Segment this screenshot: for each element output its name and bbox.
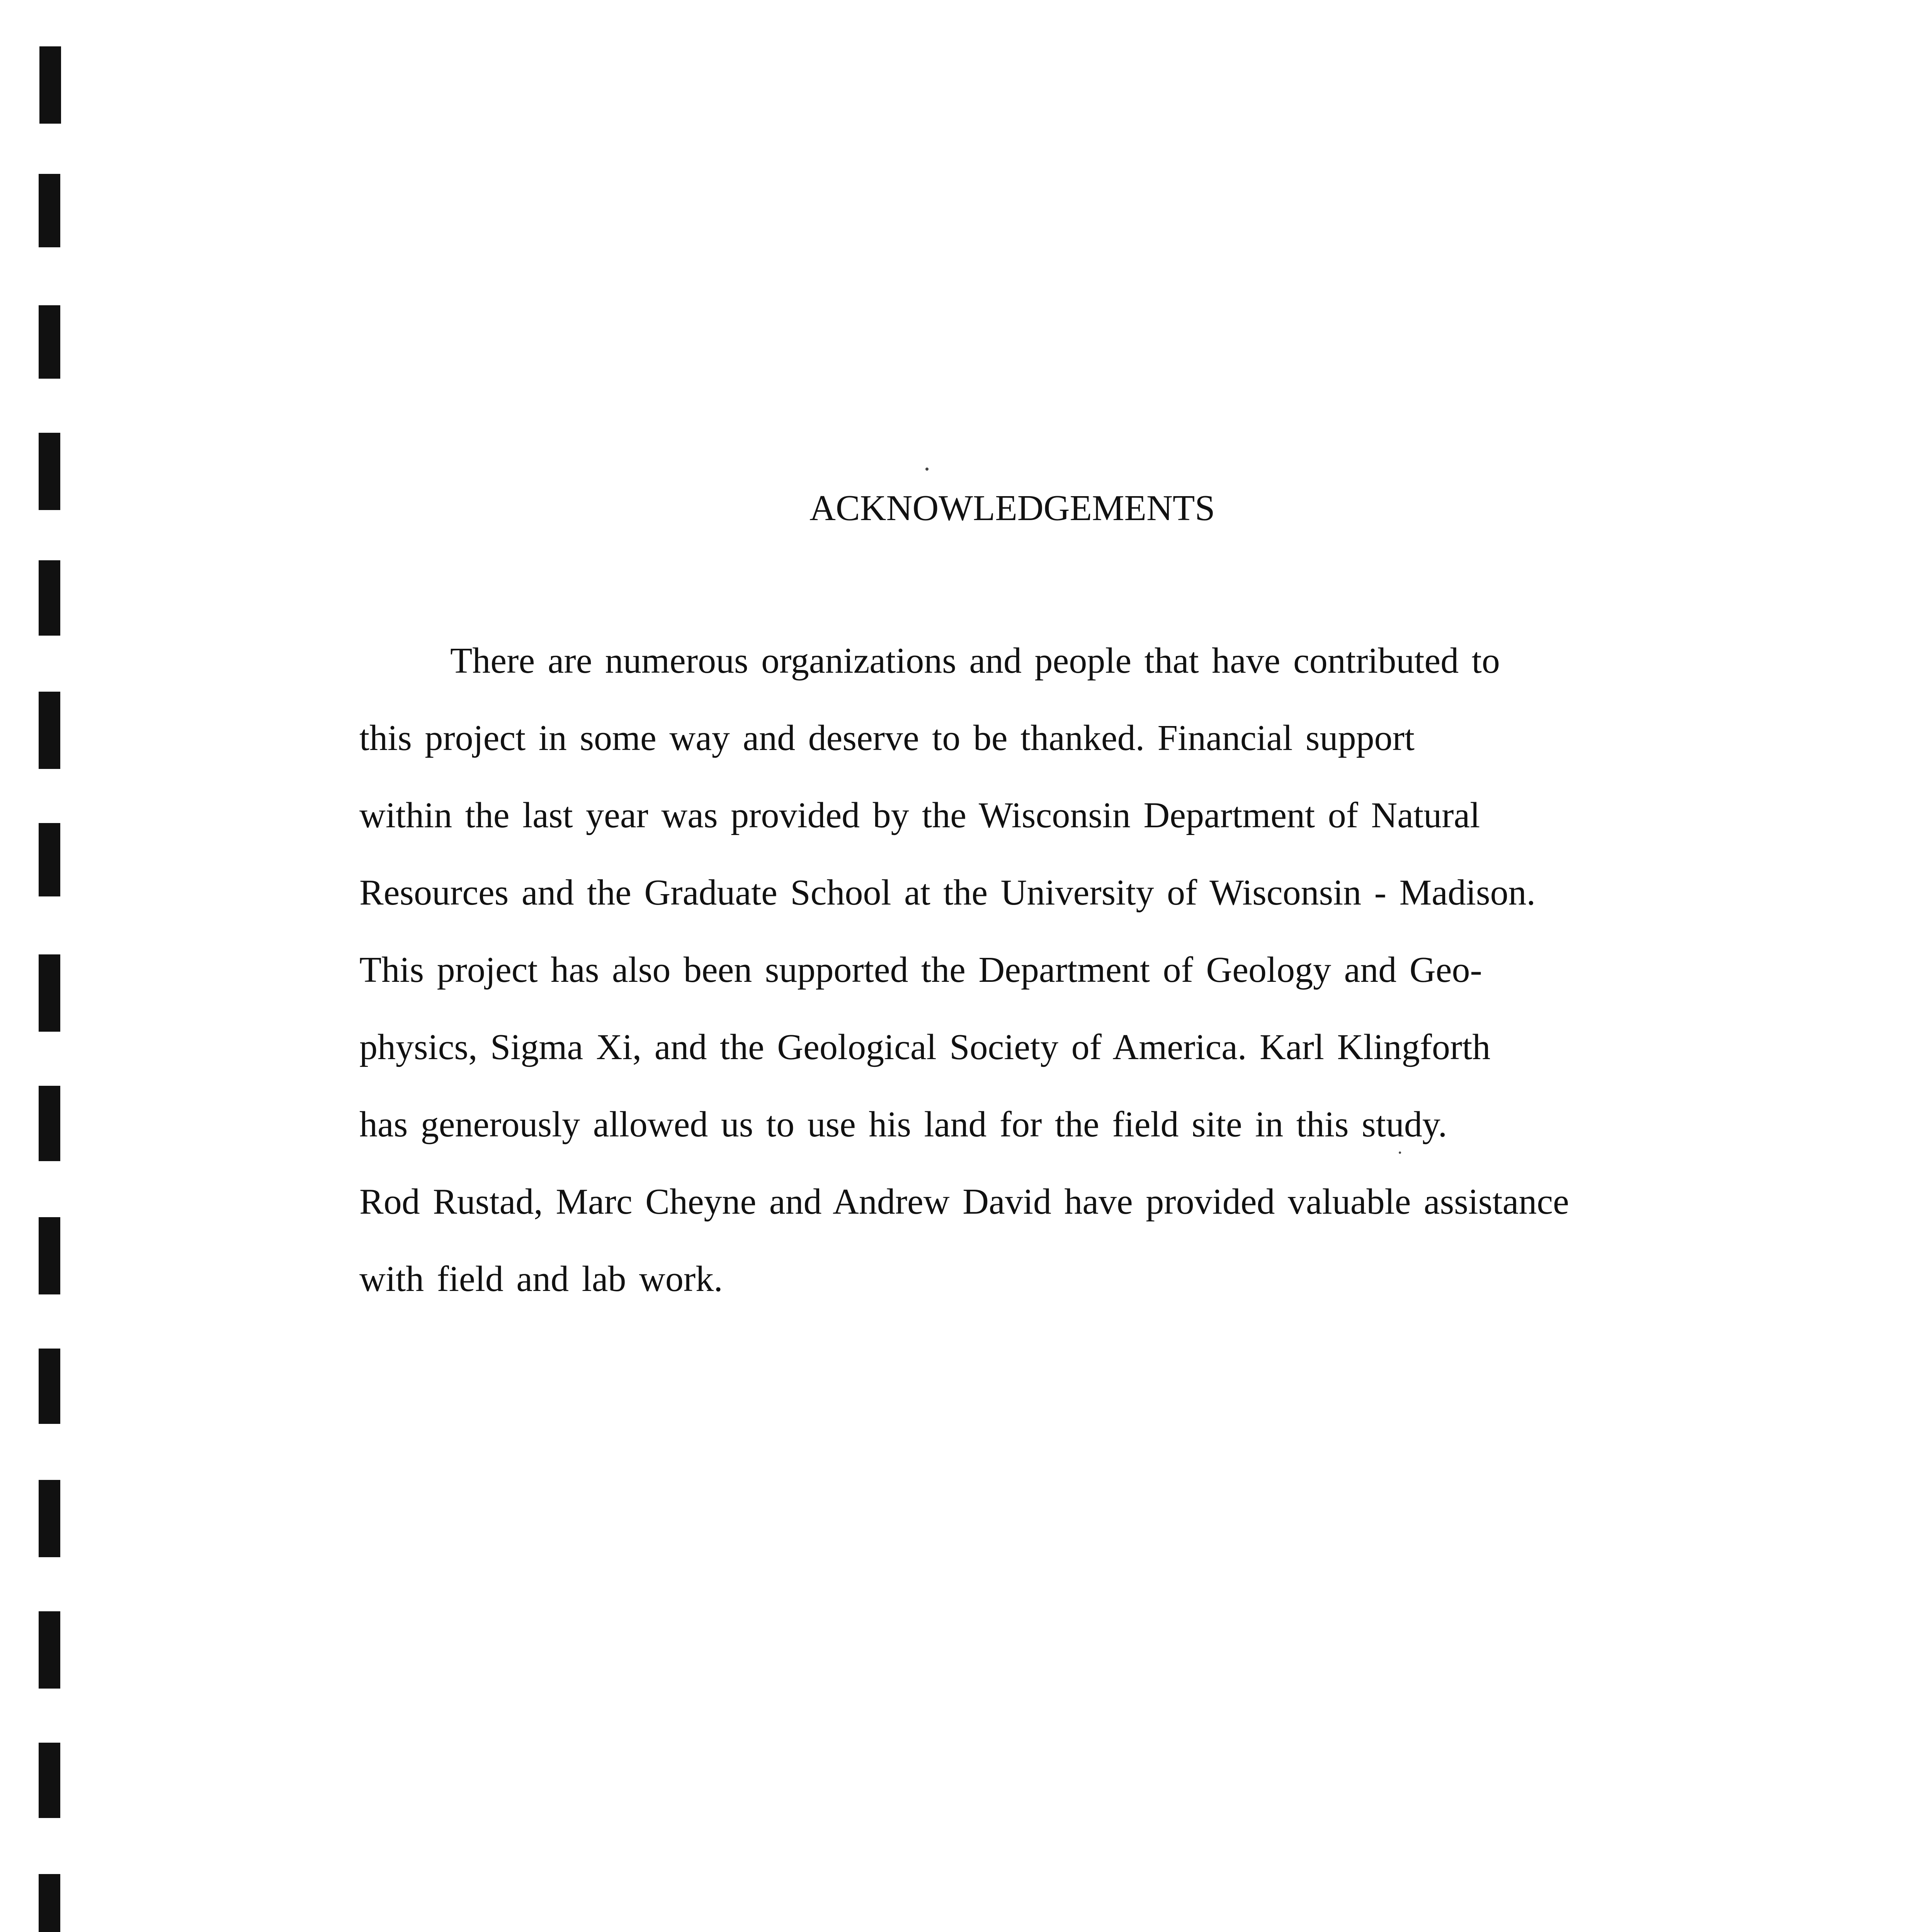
binding-mark <box>39 1217 60 1294</box>
binding-mark <box>39 174 60 247</box>
binding-mark <box>39 1611 60 1689</box>
page-title: ACKNOWLEDGEMENTS <box>810 488 1215 528</box>
paragraph-line: this project in some way and deserve to be thanked. Financial support <box>359 718 1415 758</box>
paragraph-line: There are numerous organizations and people that have contributed to <box>450 641 1500 681</box>
paragraph-line: physics, Sigma Xi, and the Geological Society of America. Karl Klingforth <box>359 1027 1491 1067</box>
paragraph-line: Resources and the Graduate School at the University of Wisconsin - Madison. <box>359 872 1536 913</box>
binding-mark <box>39 1086 60 1161</box>
binding-mark <box>39 46 61 124</box>
scan-speck <box>925 468 929 471</box>
paragraph-line: with field and lab work. <box>359 1259 723 1299</box>
binding-marks-graphic <box>0 0 77 1932</box>
binding-mark <box>39 823 60 896</box>
binding-mark <box>39 1874 60 1932</box>
acknowledgements-paragraph <box>359 638 1712 1333</box>
binding-mark <box>39 1743 60 1818</box>
paragraph-line: This project has also been supported the Department of Geology and Geo- <box>359 950 1482 990</box>
binding-mark <box>39 1349 60 1424</box>
binding-mark <box>39 954 60 1032</box>
paragraph-line: has generously allowed us to use his land for the field site in this study. <box>359 1104 1447 1145</box>
binding-mark <box>39 1480 60 1557</box>
binding-mark <box>39 433 60 510</box>
binding-mark <box>39 560 60 636</box>
binding-marks <box>0 0 77 1932</box>
paragraph-line: Rod Rustad, Marc Cheyne and Andrew David have provided valuable assistance <box>359 1182 1569 1222</box>
paragraph-line: within the last year was provided by the Wisconsin Department of Natural <box>359 795 1480 835</box>
binding-mark <box>39 305 60 379</box>
binding-mark <box>39 692 60 769</box>
